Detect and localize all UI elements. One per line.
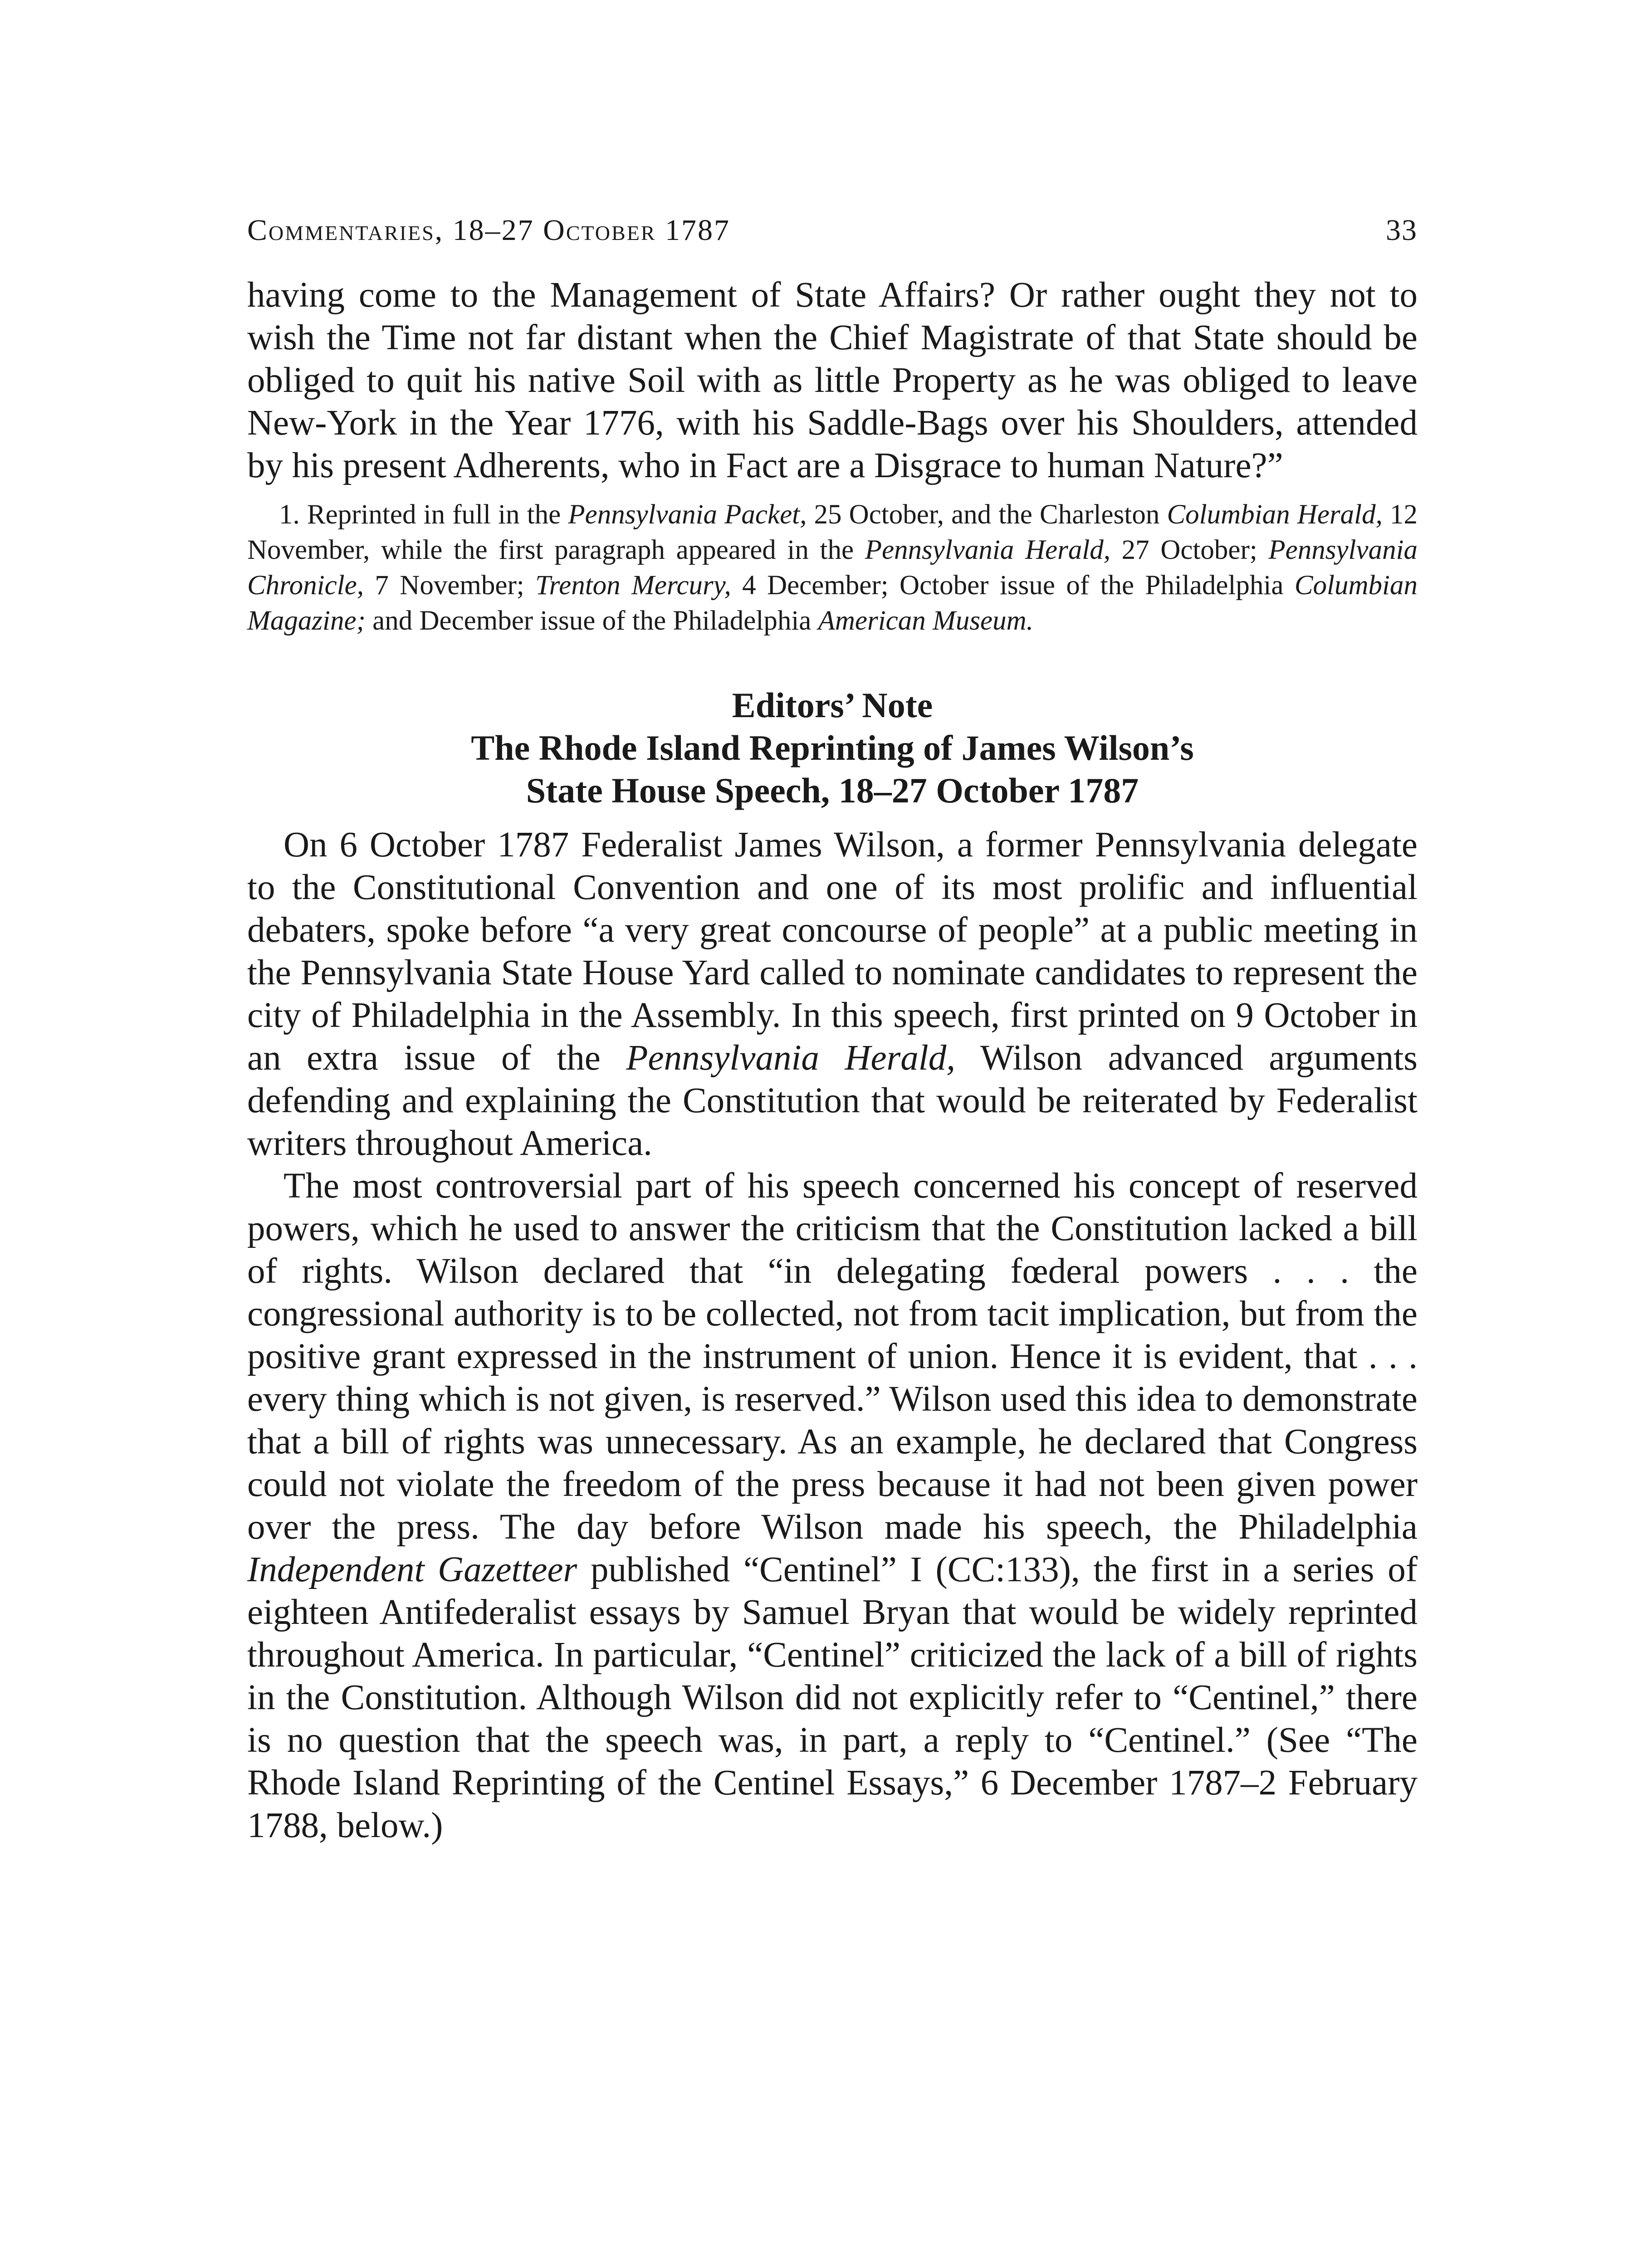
page-number: 33 [1386, 214, 1418, 247]
paragraph-text: Wilson advanced arguments defending and explaining the Constitution that would be reiterated by Federalist writers throughout America. [247, 1038, 1418, 1163]
pub-title: Pennsylvania Herald, [626, 1038, 955, 1078]
continuation-paragraph: having come to the Management of State Affairs? Or rather ought they not to wish the Time not far distant when the Chief Magistrate of that State should be obliged to quit his native Soil with as little Property as he was obliged to leave New-York in the Year 1776, with his Saddle-Bags over his Shoulders, attended by his present Adherents, who in Fact are a Disgrace to human Nature?” [247, 275, 1418, 485]
footnote-pub-title: American Museum. [818, 606, 1033, 636]
footnote-text: 12 November, while the first paragraph appeared in the [247, 499, 1418, 565]
running-head-title: Commentaries, 18–27 October 1787 [247, 214, 730, 247]
footnote-pub-title: Pennsylvania Herald, [865, 535, 1111, 565]
paragraph-text: The most controversial part of his speech concerned his concept of reserved powers, which he used to answer the criticism that the Constitution lacked a bill of rights. Wilson declared that “in delegating fœderal powers . . . the congressional authority is to be collected, not from tacit implication, but from the positive grant expressed in the instrument of union. Hence it is evident, that . . . every thing which is not given, is reserved.” Wilson used this idea to demonstrate that a bill of rights was unnecessary. As an example, he declared that Congress could not violate the freedom of the press because it had not been given power over the press. The day before Wilson made his speech, the Philadelphia [247, 1166, 1418, 1547]
footnote-pub-title: Columbian Herald, [1167, 499, 1383, 530]
section-heading [247, 684, 1418, 812]
footnote-text: and December issue of the Philadelphia [365, 606, 818, 636]
footnote-text: 27 October; [1110, 535, 1269, 565]
footnote-pub-title: Pennsylvania Packet, [568, 499, 807, 530]
footnote-text: 1. Reprinted in full in the [279, 499, 568, 530]
footnote-1 [247, 497, 1418, 639]
footnote-pub-title: Columbian Magazine; [247, 570, 1418, 636]
body-paragraph-1 [247, 824, 1418, 1165]
footnote-text: 4 December; October issue of the Philadelphia [731, 570, 1295, 601]
footnote-text: 25 October, and the Charleston [807, 499, 1167, 530]
footnote-pub-title: Trenton Mercury, [535, 570, 731, 601]
running-head [247, 213, 1418, 248]
paragraph-text: On 6 October 1787 Federalist James Wilson, a former Pennsylvania delegate to the Constitutional Convention and one of its most prolific and influential debaters, spoke before “a very great concourse of people” at a public meeting in the Pennsylvania State House Yard called to nominate candidates to represent the city of Philadelphia in the Assembly. In this speech, first printed on 9 October in an extra issue of the [247, 825, 1418, 1078]
body-paragraph-2 [247, 1165, 1418, 1847]
heading-line-1: Editors’ Note [732, 685, 933, 725]
footnote-text: 7 November; [363, 570, 536, 601]
document-page [247, 213, 1418, 1847]
paragraph-text: published “Centinel” I (CC:133), the first in a series of eighteen Antifederalist essays by Samuel Bryan that would be widely reprinted throughout America. In particular, “Centinel” criticized the lack of a bill of rights in the Constitution. Although Wilson did not explicitly refer to “Centinel,” there is no question that the speech was, in part, a reply to “Centinel.” (See “The Rhode Island Reprinting of the Centinel Essays,” 6 December 1787–2 February 1788, below.) [247, 1550, 1418, 1845]
pub-title: Independent Gazetteer [247, 1550, 577, 1589]
heading-line-2: The Rhode Island Reprinting of James Wilson’s [471, 728, 1194, 767]
heading-line-3: State House Speech, 18–27 October 1787 [526, 771, 1139, 810]
footnote-pub-title: Pennsylvania Chronicle, [247, 535, 1418, 601]
